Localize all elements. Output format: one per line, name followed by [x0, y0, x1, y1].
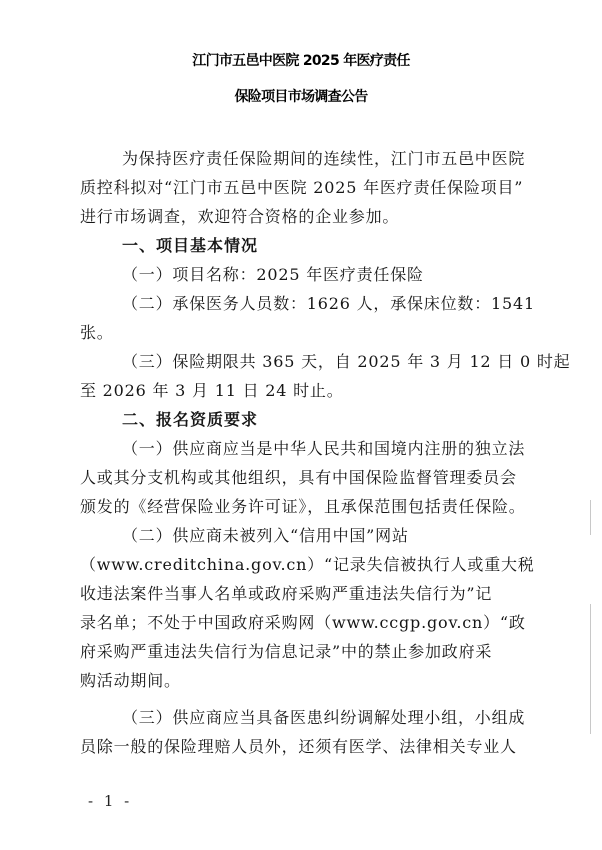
intro-paragraph-line-3: 进行市场调查，欢迎符合资格的企业参加。: [80, 207, 400, 226]
qualification-3-line-1: （三）供应商应当具备医患纠纷调解处理小组，小组成: [122, 708, 526, 727]
qualification-2-line-2: （www.creditchina.gov.cn）“记录失信被执行人或重大税: [80, 555, 535, 574]
intro-paragraph-line-2: 质控科拟对“江门市五邑中医院 2025 年医疗责任保险项目”: [80, 178, 524, 197]
document-title-line-1: 江门市五邑中医院 2025 年医疗责任: [192, 53, 410, 69]
insurance-period-line: （三）保险期限共 365 天，自 2025 年 3 月 12 日 0 时起: [122, 352, 571, 371]
qualification-1-line-3: 颁发的《经营保险业务许可证》，且承保范围包括责任保险。: [80, 497, 526, 516]
section-heading-qualifications: 二、报名资质要求: [122, 410, 259, 429]
qualification-2-line-4: 录名单；不处于中国政府采购网（www.ccgp.gov.cn）“政: [80, 613, 526, 632]
qualification-2-line-6: 购活动期间。: [80, 671, 181, 690]
qualification-2-line-5: 府采购严重违法失信行为信息记录”中的禁止参加政府采: [80, 642, 493, 661]
section-heading-project-info: 一、项目基本情况: [122, 236, 259, 255]
insured-staff-line: （二）承保医务人员数：1626 人，承保床位数：1541: [122, 294, 535, 313]
insured-staff-line-cont: 张。: [80, 323, 114, 342]
insurance-period-line-cont: 至 2026 年 3 月 11 日 24 时止。: [80, 381, 344, 400]
qualification-1-line-1: （一）供应商应当是中华人民共和国境内注册的独立法: [122, 439, 526, 458]
qualification-2-line-3: 收违法案件当事人名单或政府采购严重违法失信行为”记: [80, 584, 493, 603]
intro-paragraph-line-1: 为保持医疗责任保险期间的连续性，江门市五邑中医院: [122, 149, 526, 168]
document-title-line-2: 保险项目市场调查公告: [234, 89, 368, 105]
scan-edge-line: [590, 500, 591, 535]
page-number: - 1 -: [88, 792, 133, 810]
qualification-3-line-2: 员除一般的保险理赔人员外，还须有医学、法律相关专业人: [80, 737, 517, 756]
qualification-1-line-2: 人或其分支机构或其他组织，具有中国保险监督管理委员会: [80, 468, 517, 487]
qualification-2-line-1: （二）供应商未被列入“信用中国”网站: [122, 526, 409, 545]
project-name-line: （一）项目名称：2025 年医疗责任保险: [122, 265, 424, 284]
scan-edge-line: [590, 604, 591, 734]
